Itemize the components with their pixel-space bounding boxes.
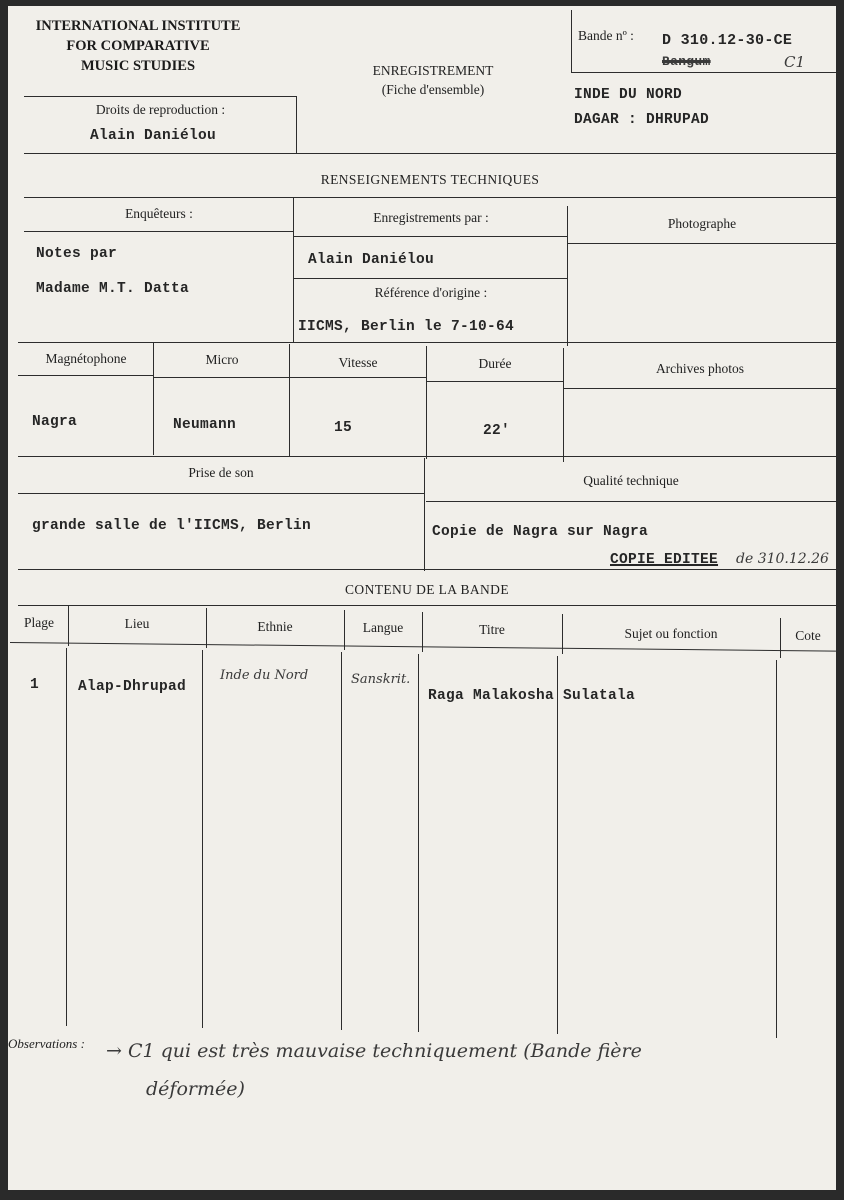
enregistrements-label: Enregistrements par : [373,210,489,225]
row-plage: 1 [30,677,40,693]
observations-line-1: → C1 qui est très mauvaise techniquement (Bande fière [106,1040,642,1062]
row-titre: Raga Malakosha Sulatala [428,688,636,704]
micro-value: Neumann [173,417,237,433]
row-ethnie: Inde du Nord [220,668,309,683]
column-header-lieu: Lieu [124,616,150,631]
column-header-cote: Cote [795,628,821,643]
observations-line-2: déformée) [146,1078,245,1100]
magnetophone-value: Nagra [32,414,78,430]
column-header-plage: Plage [24,615,54,630]
institute-line-1: INTERNATIONAL INSTITUTE [35,18,241,34]
archives-label: Archives photos [655,361,745,376]
form-subtitle: (Fiche d'ensemble) [381,82,485,97]
vitesse-label: Vitesse [338,355,378,370]
column-header-titre: Titre [479,622,505,637]
column-header-ethnie: Ethnie [257,619,293,634]
form-title: ENREGISTREMENT [372,63,494,78]
bande-number: D 310.12-30-CE [662,32,793,49]
prise-label: Prise de son [188,465,254,480]
qualite-value: Copie de Nagra sur Nagra [432,524,649,540]
droits-value: Alain Daniélou [90,128,217,144]
observations-label: Observations : [8,1036,85,1051]
reference-value: IICMS, Berlin le 7-10-64 [298,319,515,335]
row-langue: Sanskrit. [351,672,411,687]
technique-section-title: RENSEIGNEMENTS TECHNIQUES [320,172,540,187]
column-header-langue: Langue [362,620,404,635]
micro-label: Micro [205,352,239,367]
qualite-label: Qualité technique [583,473,679,488]
institute-line-2: FOR COMPARATIVE [66,38,210,54]
region-text: INDE DU NORD [574,87,683,103]
bande-suffix: C1 [784,53,806,71]
column-header-sujet: Sujet ou fonction [624,626,718,641]
bande-struck-text: Bangum [662,54,711,69]
droits-label: Droits de reproduction : [95,102,226,117]
reference-label: Référence d'origine : [374,285,488,300]
style-text: DAGAR : DHRUPAD [574,112,710,128]
prise-value: grande salle de l'IICMS, Berlin [32,518,312,534]
enregistrements-value: Alain Daniélou [308,252,435,268]
contenu-section-title: CONTENU DE LA BANDE [345,582,509,597]
enqueteurs-line-1: Notes par [36,246,118,262]
duree-label: Durée [478,356,512,371]
record-sheet [8,6,836,1190]
photographe-label: Photographe [667,216,737,231]
magnetophone-label: Magnétophone [45,351,127,366]
vitesse-value: 15 [334,420,353,436]
row-lieu: Alap-Dhrupad [78,679,187,695]
copie-editee-stamp: COPIE EDITEE [610,552,719,568]
institute-line-3: MUSIC STUDIES [80,58,196,74]
enqueteurs-line-2: Madame M.T. Datta [36,281,190,297]
duree-value: 22' [483,423,511,439]
institute-name [18,16,258,76]
copie-editee-note: de 310.12.26 [736,551,829,567]
enqueteurs-label: Enquêteurs : [125,206,193,221]
bande-label: Bande nº : [578,28,634,43]
